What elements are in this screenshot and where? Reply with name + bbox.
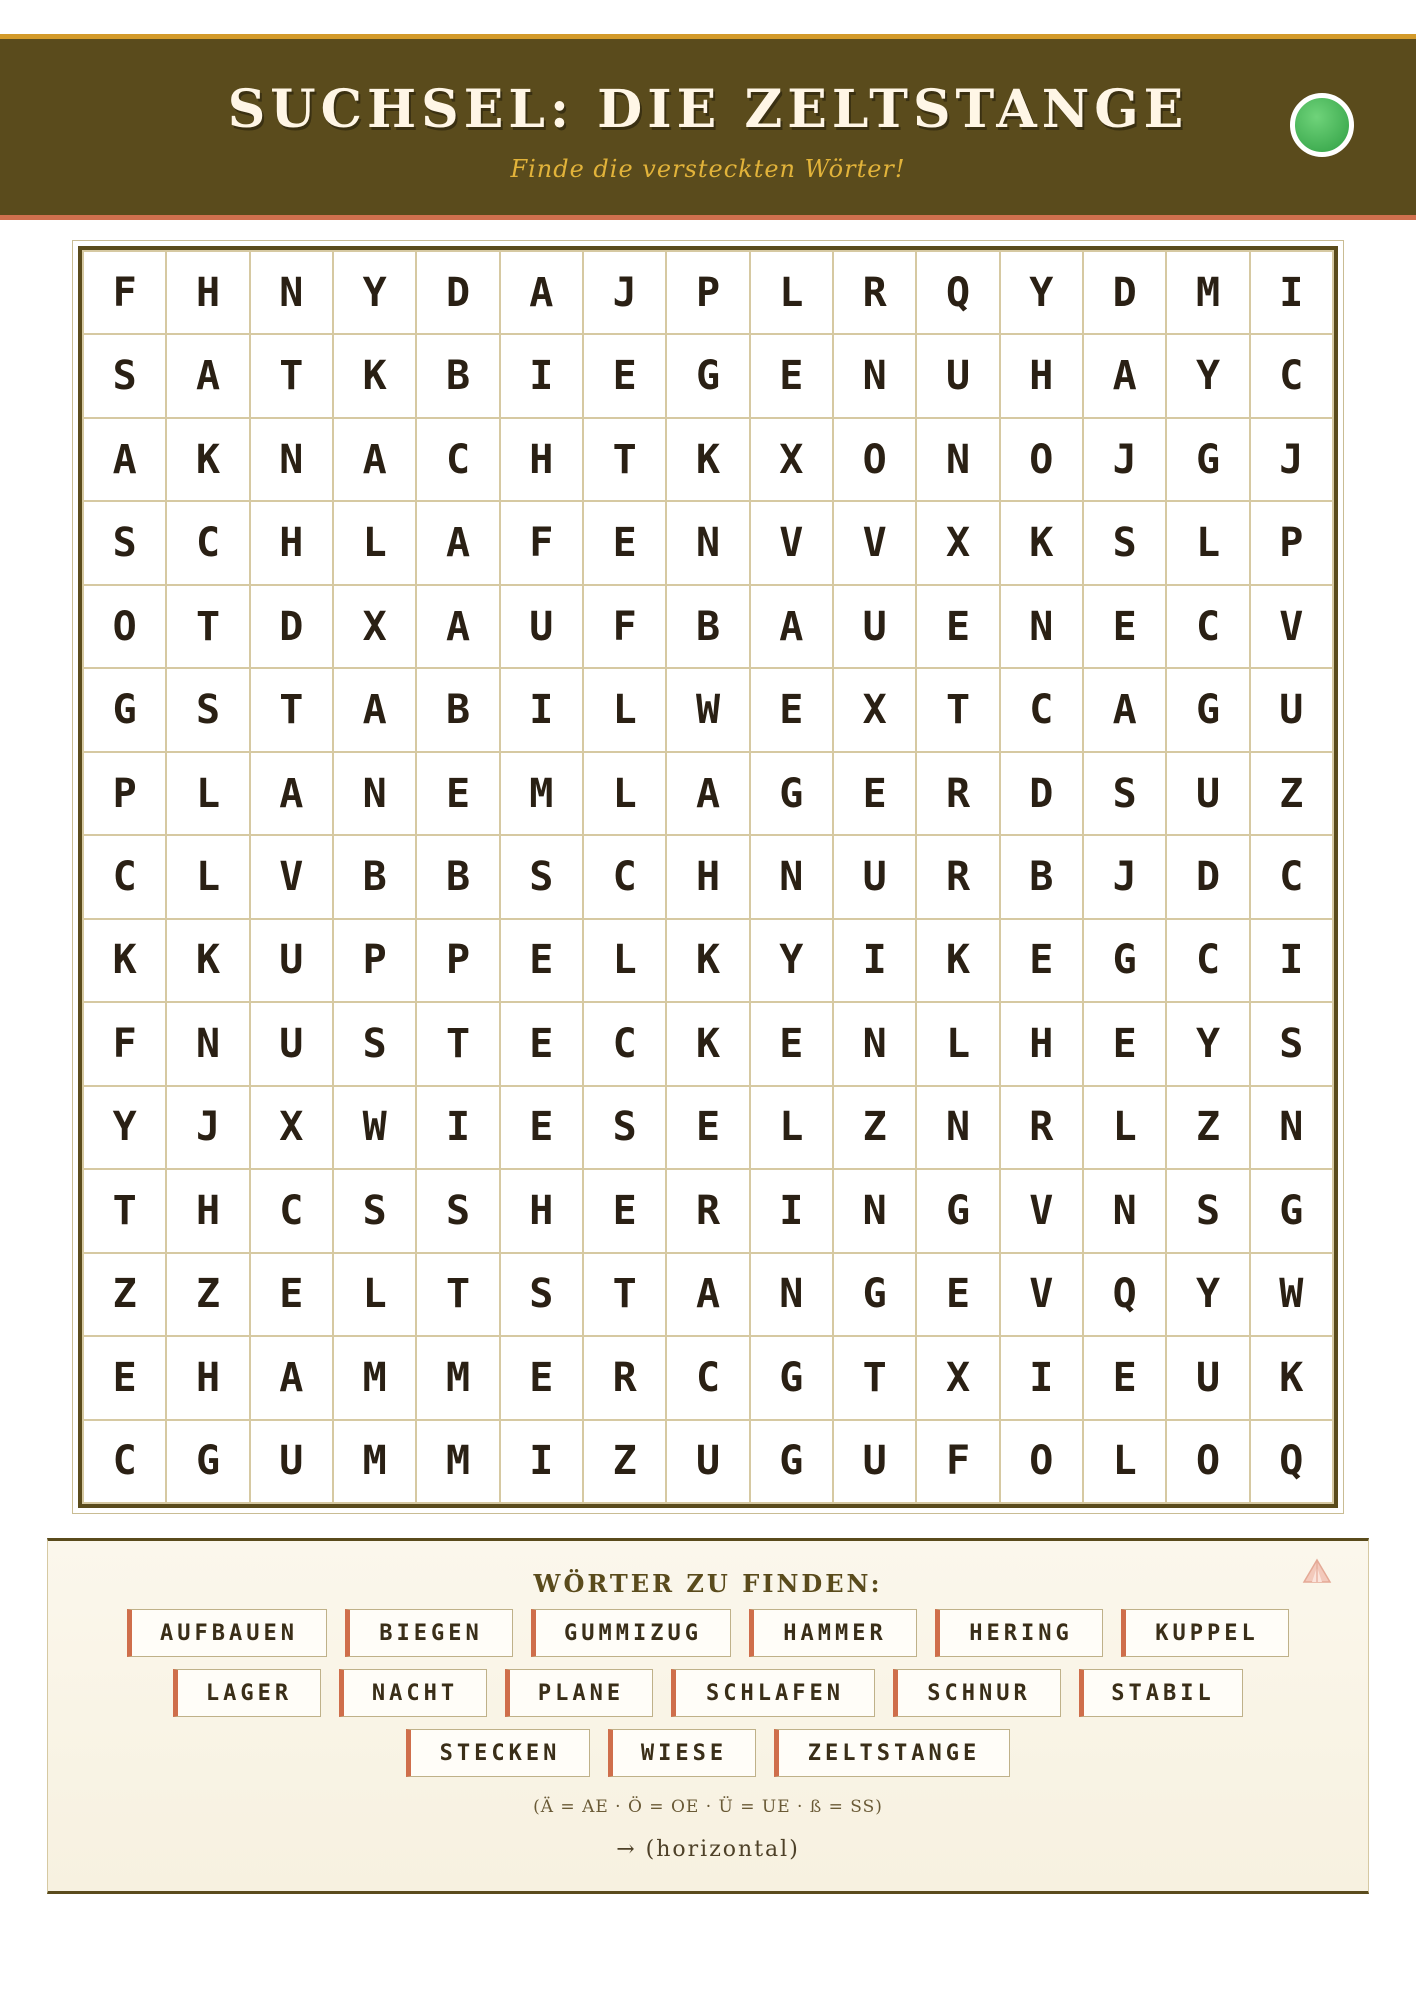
grid-cell[interactable]: E bbox=[499, 918, 582, 1001]
grid-cell[interactable]: Y bbox=[1165, 1001, 1248, 1084]
grid-cell[interactable]: S bbox=[415, 1168, 498, 1251]
grid-cell[interactable]: Y bbox=[82, 1085, 165, 1168]
word-row bbox=[48, 1609, 1368, 1657]
grid-cell[interactable]: V bbox=[999, 1252, 1082, 1335]
grid-cell[interactable]: L bbox=[1082, 1085, 1165, 1168]
word-chip: GUMMIZUG bbox=[531, 1609, 731, 1657]
grid-cell[interactable]: I bbox=[832, 918, 915, 1001]
grid-cell[interactable]: V bbox=[249, 834, 332, 917]
grid-cell[interactable]: B bbox=[999, 834, 1082, 917]
grid-cell[interactable]: Y bbox=[332, 250, 415, 333]
page-title: SUCHSEL: DIE ZELTSTANGE bbox=[227, 79, 1189, 140]
grid-cell[interactable]: P bbox=[332, 918, 415, 1001]
grid-cell[interactable]: H bbox=[165, 250, 248, 333]
grid-cell[interactable]: M bbox=[415, 1335, 498, 1418]
grid-cell[interactable]: I bbox=[999, 1335, 1082, 1418]
grid-cell[interactable]: Y bbox=[1165, 1252, 1248, 1335]
grid-cell[interactable]: H bbox=[165, 1168, 248, 1251]
grid-cell[interactable]: B bbox=[665, 584, 748, 667]
grid-cell[interactable]: D bbox=[1082, 250, 1165, 333]
grid-cell[interactable]: L bbox=[749, 250, 832, 333]
grid-cell[interactable]: H bbox=[249, 500, 332, 583]
grid-cell[interactable]: K bbox=[332, 333, 415, 416]
grid-cell[interactable]: A bbox=[499, 250, 582, 333]
grid-cell[interactable]: A bbox=[415, 500, 498, 583]
grid-cell[interactable]: F bbox=[82, 1001, 165, 1084]
word-chip: KUPPEL bbox=[1121, 1609, 1289, 1657]
grid-cell[interactable]: R bbox=[582, 1335, 665, 1418]
grid-cell[interactable]: E bbox=[1082, 584, 1165, 667]
grid-cell[interactable]: C bbox=[249, 1168, 332, 1251]
grid-cell[interactable]: R bbox=[915, 834, 998, 917]
grid-cell[interactable]: E bbox=[82, 1335, 165, 1418]
word-chip: STECKEN bbox=[406, 1729, 590, 1777]
grid-cell[interactable]: Z bbox=[1249, 751, 1332, 834]
grid-cell[interactable]: A bbox=[249, 1335, 332, 1418]
grid-cell[interactable]: E bbox=[665, 1085, 748, 1168]
grid-cell[interactable]: O bbox=[999, 417, 1082, 500]
grid-cell[interactable]: H bbox=[999, 1001, 1082, 1084]
grid-cell[interactable]: I bbox=[749, 1168, 832, 1251]
grid-cell[interactable]: E bbox=[415, 751, 498, 834]
grid-cell[interactable]: O bbox=[1165, 1419, 1248, 1502]
grid-cell[interactable]: K bbox=[165, 417, 248, 500]
grid-cell[interactable]: T bbox=[582, 417, 665, 500]
grid-cell[interactable]: S bbox=[82, 500, 165, 583]
grid-cell[interactable]: U bbox=[1165, 751, 1248, 834]
grid-cell[interactable]: G bbox=[749, 1335, 832, 1418]
grid-cell[interactable]: C bbox=[582, 1001, 665, 1084]
grid-cell[interactable]: N bbox=[749, 834, 832, 917]
grid-cell[interactable]: U bbox=[249, 918, 332, 1001]
word-row bbox=[48, 1729, 1368, 1777]
umlaut-note: (Ä = AE · Ö = OE · Ü = UE · ß = SS) bbox=[533, 1797, 883, 1817]
grid-cell[interactable]: Q bbox=[1249, 1419, 1332, 1502]
grid-cell[interactable]: N bbox=[915, 417, 998, 500]
grid-cell[interactable]: L bbox=[332, 500, 415, 583]
grid-cell[interactable]: N bbox=[999, 584, 1082, 667]
grid-cell[interactable]: Z bbox=[582, 1419, 665, 1502]
grid-cell[interactable]: A bbox=[665, 751, 748, 834]
grid-cell[interactable]: E bbox=[749, 667, 832, 750]
grid-cell[interactable]: E bbox=[749, 333, 832, 416]
word-chip: SCHNUR bbox=[893, 1669, 1061, 1717]
grid-cell[interactable]: C bbox=[1249, 834, 1332, 917]
grid-cell[interactable]: H bbox=[499, 417, 582, 500]
grid-cell[interactable]: L bbox=[582, 667, 665, 750]
grid-cell[interactable]: E bbox=[749, 1001, 832, 1084]
grid-cell[interactable]: W bbox=[665, 667, 748, 750]
grid-cell[interactable]: Y bbox=[999, 250, 1082, 333]
grid-cell[interactable]: G bbox=[1082, 918, 1165, 1001]
grid-cell[interactable]: N bbox=[832, 1001, 915, 1084]
grid-cell[interactable]: I bbox=[499, 1419, 582, 1502]
grid-cell[interactable]: O bbox=[82, 584, 165, 667]
status-dot bbox=[1290, 93, 1354, 157]
grid-cell[interactable]: W bbox=[332, 1085, 415, 1168]
grid-cell[interactable]: S bbox=[1165, 1168, 1248, 1251]
grid-cell[interactable]: G bbox=[1165, 667, 1248, 750]
grid-cell[interactable]: G bbox=[915, 1168, 998, 1251]
grid-cell[interactable]: M bbox=[499, 751, 582, 834]
grid-cell[interactable]: N bbox=[915, 1085, 998, 1168]
grid-cell[interactable]: C bbox=[1249, 333, 1332, 416]
grid-cell[interactable]: N bbox=[749, 1252, 832, 1335]
grid-cell[interactable]: E bbox=[915, 584, 998, 667]
grid-cell[interactable]: C bbox=[165, 500, 248, 583]
grid-cell[interactable]: V bbox=[749, 500, 832, 583]
word-list-panel bbox=[47, 1538, 1369, 1894]
grid-cell[interactable]: S bbox=[332, 1168, 415, 1251]
grid-cell[interactable]: A bbox=[1082, 667, 1165, 750]
grid-cell[interactable]: B bbox=[332, 834, 415, 917]
grid-cell[interactable]: S bbox=[165, 667, 248, 750]
grid-cell[interactable]: A bbox=[665, 1252, 748, 1335]
direction-hint: → (horizontal) bbox=[616, 1837, 800, 1862]
grid-cell[interactable]: S bbox=[1082, 500, 1165, 583]
grid-cell[interactable]: T bbox=[82, 1168, 165, 1251]
grid-cell[interactable]: I bbox=[1249, 250, 1332, 333]
grid-cell[interactable]: D bbox=[415, 250, 498, 333]
grid-cell[interactable]: H bbox=[665, 834, 748, 917]
grid-cell[interactable]: B bbox=[415, 667, 498, 750]
grid-cell[interactable]: E bbox=[1082, 1335, 1165, 1418]
grid-cell[interactable]: E bbox=[582, 333, 665, 416]
grid-cell[interactable]: K bbox=[999, 500, 1082, 583]
grid-cell[interactable]: S bbox=[332, 1001, 415, 1084]
grid-cell[interactable]: K bbox=[165, 918, 248, 1001]
grid-cell[interactable]: W bbox=[1249, 1252, 1332, 1335]
grid-cell[interactable]: P bbox=[1249, 500, 1332, 583]
grid-cell[interactable]: U bbox=[249, 1419, 332, 1502]
grid-cell[interactable]: P bbox=[665, 250, 748, 333]
grid-cell[interactable]: D bbox=[999, 751, 1082, 834]
grid-cell[interactable]: A bbox=[332, 417, 415, 500]
grid-cell[interactable]: U bbox=[665, 1419, 748, 1502]
grid-cell[interactable]: P bbox=[82, 751, 165, 834]
grid-cell[interactable]: L bbox=[582, 918, 665, 1001]
page-header bbox=[0, 34, 1416, 220]
grid-cell[interactable]: N bbox=[832, 333, 915, 416]
grid-cell[interactable]: L bbox=[915, 1001, 998, 1084]
grid-cell[interactable]: T bbox=[832, 1335, 915, 1418]
word-chip: ZELTSTANGE bbox=[774, 1729, 1010, 1777]
grid-cell[interactable]: L bbox=[1165, 500, 1248, 583]
grid-cell[interactable]: C bbox=[1165, 584, 1248, 667]
grid-cell[interactable]: M bbox=[332, 1419, 415, 1502]
grid-cell[interactable]: Q bbox=[1082, 1252, 1165, 1335]
grid-cell[interactable]: R bbox=[665, 1168, 748, 1251]
grid-cell[interactable]: B bbox=[415, 333, 498, 416]
grid-cell[interactable]: M bbox=[415, 1419, 498, 1502]
grid-cell[interactable]: S bbox=[499, 834, 582, 917]
grid-cell[interactable]: K bbox=[665, 918, 748, 1001]
word-chip: BIEGEN bbox=[345, 1609, 513, 1657]
grid-cell[interactable]: N bbox=[1082, 1168, 1165, 1251]
word-chip: SCHLAFEN bbox=[671, 1669, 875, 1717]
grid-cell[interactable]: N bbox=[665, 500, 748, 583]
grid-cell[interactable]: X bbox=[832, 667, 915, 750]
grid-cell[interactable]: O bbox=[832, 417, 915, 500]
grid-cell[interactable]: G bbox=[749, 751, 832, 834]
grid-cell[interactable]: T bbox=[915, 667, 998, 750]
grid-cell[interactable]: U bbox=[1249, 667, 1332, 750]
grid-cell[interactable]: H bbox=[499, 1168, 582, 1251]
grid-cell[interactable]: A bbox=[332, 667, 415, 750]
grid-cell[interactable]: N bbox=[332, 751, 415, 834]
grid-cell[interactable]: Z bbox=[82, 1252, 165, 1335]
page-subtitle: Finde die versteckten Wörter! bbox=[510, 155, 906, 183]
grid-cell[interactable]: T bbox=[415, 1252, 498, 1335]
grid-cell[interactable]: A bbox=[1082, 333, 1165, 416]
grid-cell[interactable]: G bbox=[749, 1419, 832, 1502]
grid-cell[interactable]: I bbox=[1249, 918, 1332, 1001]
grid-cell[interactable]: E bbox=[249, 1252, 332, 1335]
grid-cell[interactable]: B bbox=[415, 834, 498, 917]
word-chip: NACHT bbox=[339, 1669, 487, 1717]
grid-cell[interactable]: C bbox=[1165, 918, 1248, 1001]
grid-cell[interactable]: X bbox=[915, 500, 998, 583]
grid-cell[interactable]: G bbox=[1249, 1168, 1332, 1251]
grid-cell[interactable]: H bbox=[999, 333, 1082, 416]
grid-cell[interactable]: U bbox=[249, 1001, 332, 1084]
grid-cell[interactable]: E bbox=[499, 1001, 582, 1084]
grid-cell[interactable]: L bbox=[332, 1252, 415, 1335]
grid-cell[interactable]: N bbox=[832, 1168, 915, 1251]
grid-cell[interactable]: J bbox=[165, 1085, 248, 1168]
grid-cell[interactable]: X bbox=[749, 417, 832, 500]
grid-cell[interactable]: Y bbox=[749, 918, 832, 1001]
grid-cell[interactable]: C bbox=[82, 834, 165, 917]
grid-cell[interactable]: K bbox=[665, 1001, 748, 1084]
grid-cell[interactable]: S bbox=[1249, 1001, 1332, 1084]
grid-cell[interactable]: R bbox=[999, 1085, 1082, 1168]
grid-cell[interactable]: G bbox=[832, 1252, 915, 1335]
grid-cell[interactable]: C bbox=[665, 1335, 748, 1418]
grid-cell[interactable]: K bbox=[665, 417, 748, 500]
grid-cell[interactable]: T bbox=[249, 667, 332, 750]
grid-cell[interactable]: I bbox=[499, 333, 582, 416]
grid-cell[interactable]: U bbox=[832, 584, 915, 667]
grid-cell[interactable]: X bbox=[249, 1085, 332, 1168]
grid-cell[interactable]: U bbox=[832, 1419, 915, 1502]
grid-cell[interactable]: E bbox=[582, 500, 665, 583]
grid-cell[interactable]: L bbox=[165, 834, 248, 917]
word-search-grid bbox=[82, 250, 1334, 1504]
grid-cell[interactable]: A bbox=[749, 584, 832, 667]
grid-cell[interactable]: Q bbox=[915, 250, 998, 333]
grid-cell[interactable]: S bbox=[1082, 751, 1165, 834]
grid-cell[interactable]: L bbox=[749, 1085, 832, 1168]
grid-cell[interactable]: S bbox=[582, 1085, 665, 1168]
word-chip: LAGER bbox=[173, 1669, 321, 1717]
grid-cell[interactable]: E bbox=[915, 1252, 998, 1335]
grid-cell[interactable]: X bbox=[332, 584, 415, 667]
word-chip: WIESE bbox=[608, 1729, 756, 1777]
word-chip: HAMMER bbox=[749, 1609, 917, 1657]
grid-cell[interactable]: M bbox=[332, 1335, 415, 1418]
grid-cell[interactable]: E bbox=[499, 1335, 582, 1418]
grid-cell[interactable]: T bbox=[249, 333, 332, 416]
grid-cell[interactable]: T bbox=[582, 1252, 665, 1335]
grid-cell[interactable]: I bbox=[499, 667, 582, 750]
grid-cell[interactable]: A bbox=[165, 333, 248, 416]
grid-cell[interactable]: F bbox=[82, 250, 165, 333]
grid-cell[interactable]: N bbox=[1249, 1085, 1332, 1168]
grid-cell[interactable]: F bbox=[582, 584, 665, 667]
grid-cell[interactable]: V bbox=[1249, 584, 1332, 667]
grid-cell[interactable]: U bbox=[1165, 1335, 1248, 1418]
grid-cell[interactable]: Z bbox=[832, 1085, 915, 1168]
grid-cell[interactable]: R bbox=[832, 250, 915, 333]
grid-cell[interactable]: D bbox=[1165, 834, 1248, 917]
grid-cell[interactable]: G bbox=[1165, 417, 1248, 500]
grid-cell[interactable]: O bbox=[999, 1419, 1082, 1502]
grid-cell[interactable]: S bbox=[82, 333, 165, 416]
grid-cell[interactable]: P bbox=[415, 918, 498, 1001]
grid-cell[interactable]: U bbox=[915, 333, 998, 416]
grid-cell[interactable]: N bbox=[249, 250, 332, 333]
grid-cell[interactable]: C bbox=[582, 834, 665, 917]
grid-cell[interactable]: A bbox=[415, 584, 498, 667]
grid-cell[interactable]: G bbox=[665, 333, 748, 416]
grid-cell[interactable]: A bbox=[82, 417, 165, 500]
grid-cell[interactable]: N bbox=[165, 1001, 248, 1084]
grid-cell[interactable]: R bbox=[915, 751, 998, 834]
word-chip: PLANE bbox=[505, 1669, 653, 1717]
grid-cell[interactable]: J bbox=[1249, 417, 1332, 500]
grid-cell[interactable]: J bbox=[1082, 834, 1165, 917]
word-chip: STABIL bbox=[1079, 1669, 1243, 1717]
grid-cell[interactable]: J bbox=[582, 250, 665, 333]
grid-cell[interactable]: F bbox=[499, 500, 582, 583]
word-row bbox=[48, 1669, 1368, 1717]
word-chip: HERING bbox=[935, 1609, 1103, 1657]
grid-cell[interactable]: Y bbox=[1165, 333, 1248, 416]
grid-cell[interactable]: L bbox=[582, 751, 665, 834]
grid-cell[interactable]: V bbox=[832, 500, 915, 583]
grid-cell[interactable]: H bbox=[165, 1335, 248, 1418]
grid-cell[interactable]: T bbox=[165, 584, 248, 667]
grid-cell[interactable]: F bbox=[915, 1419, 998, 1502]
grid-cell[interactable]: V bbox=[999, 1168, 1082, 1251]
grid-cell[interactable]: L bbox=[165, 751, 248, 834]
grid-cell[interactable]: E bbox=[1082, 1001, 1165, 1084]
grid-cell[interactable]: K bbox=[1249, 1335, 1332, 1418]
grid-cell[interactable]: E bbox=[999, 918, 1082, 1001]
grid-cell[interactable]: Z bbox=[1165, 1085, 1248, 1168]
grid-cell[interactable]: M bbox=[1165, 250, 1248, 333]
grid-cell[interactable]: S bbox=[499, 1252, 582, 1335]
grid-cell[interactable]: K bbox=[915, 918, 998, 1001]
grid-cell[interactable]: J bbox=[1082, 417, 1165, 500]
word-list-title: WÖRTER ZU FINDEN: bbox=[533, 1569, 883, 1598]
grid-cell[interactable]: C bbox=[415, 417, 498, 500]
grid-cell[interactable]: L bbox=[1082, 1419, 1165, 1502]
word-list bbox=[48, 1609, 1368, 1789]
grid-cell[interactable]: E bbox=[582, 1168, 665, 1251]
grid-cell[interactable]: C bbox=[82, 1419, 165, 1502]
grid-cell[interactable]: A bbox=[249, 751, 332, 834]
grid-cell[interactable]: G bbox=[165, 1419, 248, 1502]
grid-cell[interactable]: G bbox=[82, 667, 165, 750]
grid-cell[interactable]: N bbox=[249, 417, 332, 500]
grid-cell[interactable]: Z bbox=[165, 1252, 248, 1335]
grid-cell[interactable]: U bbox=[499, 584, 582, 667]
grid-cell[interactable]: D bbox=[249, 584, 332, 667]
word-chip: AUFBAUEN bbox=[127, 1609, 327, 1657]
grid-cell[interactable]: C bbox=[999, 667, 1082, 750]
grid-cell[interactable]: X bbox=[915, 1335, 998, 1418]
grid-cell[interactable]: U bbox=[832, 834, 915, 917]
grid-cell[interactable]: I bbox=[415, 1085, 498, 1168]
grid-cell[interactable]: T bbox=[415, 1001, 498, 1084]
grid-cell[interactable]: E bbox=[832, 751, 915, 834]
grid-cell[interactable]: K bbox=[82, 918, 165, 1001]
grid-cell[interactable]: E bbox=[499, 1085, 582, 1168]
